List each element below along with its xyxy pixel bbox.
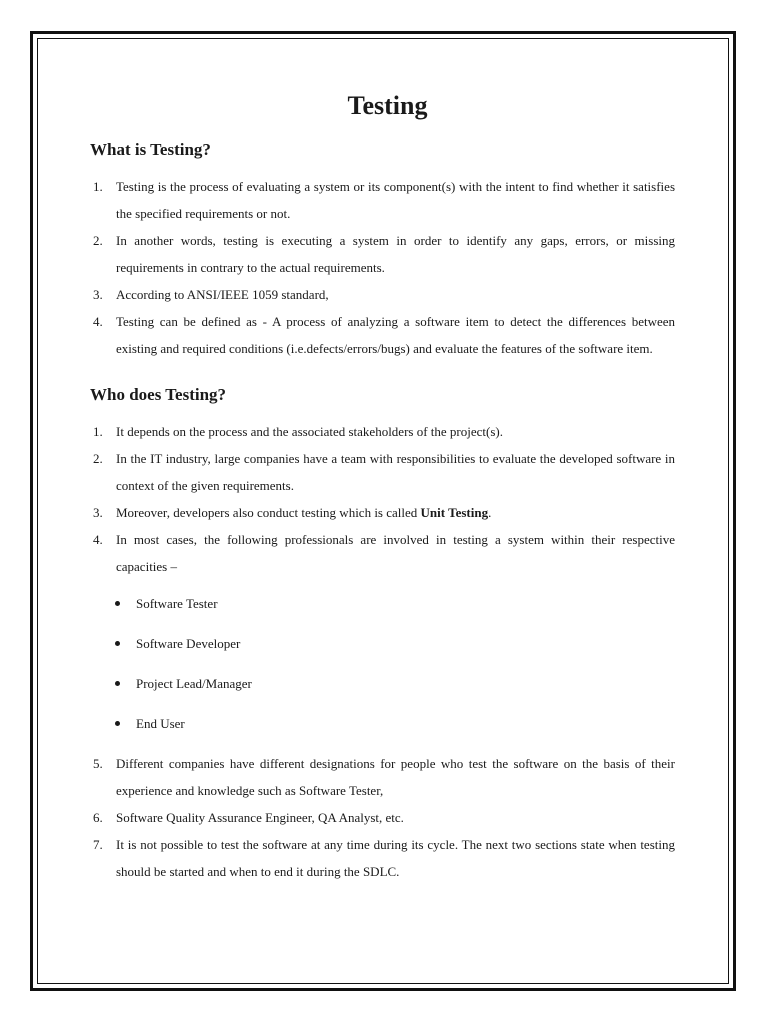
bullet-text: Software Tester — [136, 596, 218, 612]
bullet-dot-icon — [115, 641, 120, 646]
list-item — [90, 445, 675, 499]
list-item — [90, 499, 675, 526]
list-item — [90, 308, 675, 362]
bullet-text: Software Developer — [136, 636, 241, 652]
list-item — [90, 173, 675, 227]
list-number: 2. — [93, 233, 103, 249]
list-item — [90, 227, 675, 281]
list-item — [90, 418, 675, 445]
bullet-text: Project Lead/Manager — [136, 676, 252, 692]
list-text: Testing can be defined as - A process of analyzing a software item to detect the differences between existing and required conditions (i.e.defects/errors/bugs) and evaluate the features of the software item. — [116, 314, 675, 357]
list-number: 4. — [93, 532, 103, 548]
list-number: 6. — [93, 810, 103, 826]
section-heading-what-is-testing: What is Testing? — [90, 140, 211, 160]
list-text: According to ANSI/IEEE 1059 standard, — [116, 287, 329, 303]
list-text: Moreover, developers also conduct testing which is called — [116, 505, 421, 521]
list-text: Different companies have different designations for people who test the software on the basis of their experience and knowledge such as Software Tester, — [116, 756, 675, 799]
list-text: It depends on the process and the associated stakeholders of the project(s). — [116, 424, 503, 440]
list-text: Testing is the process of evaluating a system or its component(s) with the intent to find whether it satisfies the specified requirements or not. — [116, 179, 675, 222]
list-text: Software Quality Assurance Engineer, QA Analyst, etc. — [116, 810, 404, 826]
bullet-item — [90, 704, 675, 744]
list-item — [90, 526, 675, 580]
list-item — [90, 804, 675, 831]
list-number: 3. — [93, 505, 103, 521]
who-does-testing-list-continued — [90, 750, 675, 885]
list-text-end: . — [488, 505, 492, 521]
professionals-bullet-list — [90, 584, 675, 744]
bullet-item — [90, 624, 675, 664]
bullet-item — [90, 584, 675, 624]
what-is-testing-list — [90, 173, 675, 362]
document-title: Testing — [347, 91, 428, 120]
list-number: 3. — [93, 287, 103, 303]
section-heading-who-does-testing: Who does Testing? — [90, 385, 227, 405]
list-number: 4. — [93, 314, 103, 330]
list-item — [90, 281, 675, 308]
bullet-dot-icon — [115, 721, 120, 726]
list-number: 1. — [93, 424, 103, 440]
who-does-testing-list — [90, 418, 675, 580]
bullet-dot-icon — [115, 601, 120, 606]
list-text: In another words, testing is executing a system in order to identify any gaps, errors, or missing requirements in contrary to the actual requirements. — [116, 233, 675, 276]
unit-testing-term: Unit Testing — [420, 505, 489, 521]
list-number: 1. — [93, 179, 103, 195]
list-number: 5. — [93, 756, 103, 772]
document-body — [90, 90, 675, 885]
list-text: In most cases, the following professionals are involved in testing a system within their respective capacities – — [116, 532, 675, 575]
list-item — [90, 831, 675, 885]
bullet-text: End User — [136, 716, 185, 732]
list-number: 2. — [93, 451, 103, 467]
list-item — [90, 750, 675, 804]
list-text: In the IT industry, large companies have a team with responsibilities to evaluate the developed software in context of the given requirements. — [116, 451, 675, 494]
bullet-item — [90, 664, 675, 704]
list-number: 7. — [93, 837, 103, 853]
list-text: It is not possible to test the software at any time during its cycle. The next two sections state when testing should be started and when to end it during the SDLC. — [116, 837, 675, 880]
bullet-dot-icon — [115, 681, 120, 686]
